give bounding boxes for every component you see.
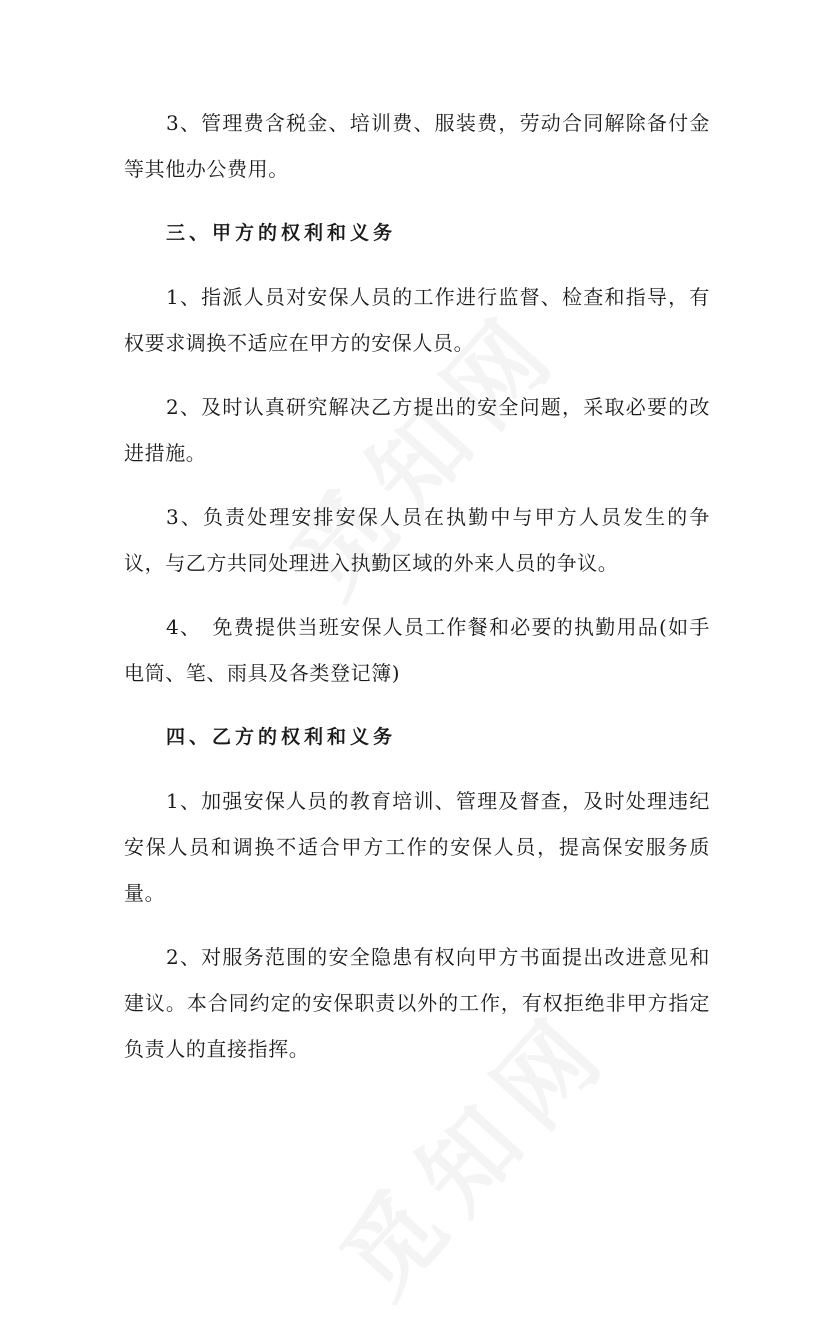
section-heading: 三、甲方的权利和义务 <box>166 222 397 244</box>
document-body <box>124 100 710 1090</box>
clause-paragraph: 3、负责处理安排安保人员在执勤中与甲方人员发生的争议，与乙方共同处理进入执勤区域的外来人员的争议。 <box>124 505 710 575</box>
clause-paragraph: 1、指派人员对安保人员的工作进行监督、检查和指导，有权要求调换不适应在甲方的安保人员。 <box>124 285 710 355</box>
clause-paragraph: 4、 免费提供当班安保人员工作餐和必要的执勤用品(如手电筒、笔、雨具及各类登记簿) <box>124 615 710 685</box>
clause-paragraph: 1、加强安保人员的教育培训、管理及督查，及时处理违纪安保人员和调换不适合甲方工作的安保人员，提高保安服务质量。 <box>124 789 710 905</box>
clause-paragraph: 2、及时认真研究解决乙方提出的安全问题，采取必要的改进措施。 <box>124 395 710 465</box>
clause-paragraph: 2、对服务范围的安全隐患有权向甲方书面提出改进意见和建议。本合同约定的安保职责以外的工作，有权拒绝非甲方指定负责人的直接指挥。 <box>124 945 710 1061</box>
clause-paragraph: 3、管理费含税金、培训费、服装费，劳动合同解除备付金等其他办公费用。 <box>124 111 710 181</box>
section-heading: 四、乙方的权利和义务 <box>166 726 397 748</box>
